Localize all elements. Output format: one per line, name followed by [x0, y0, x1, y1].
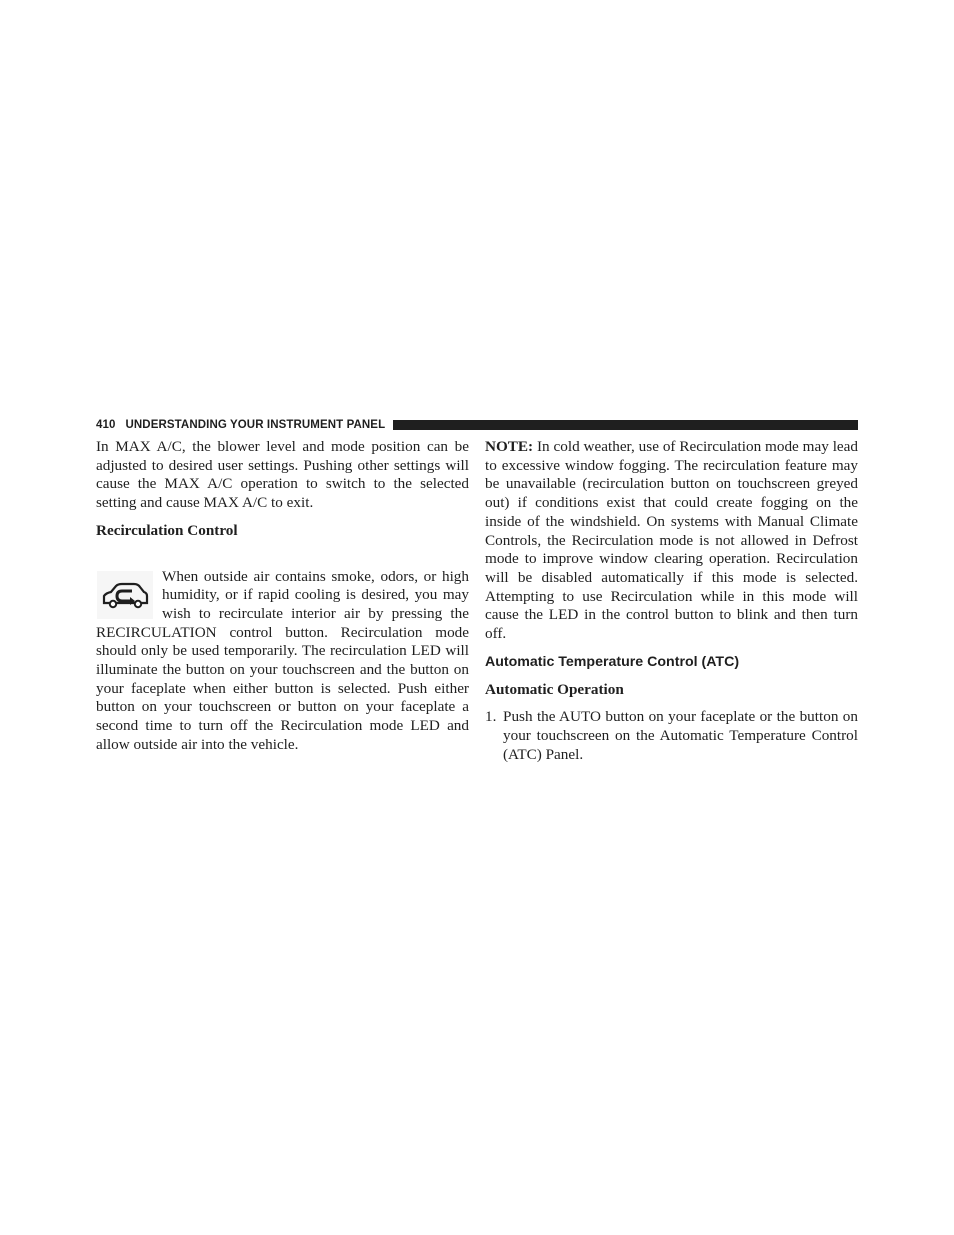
list-item [485, 708, 858, 764]
max-ac-paragraph: In MAX A/C, the blower level and mode position can be adjusted to desired user settings. Pushing other settings will cause the MAX A/C operation to switch to the selected setting and cause MAX A/C to exit. [96, 438, 469, 512]
step-number: 1. [485, 708, 497, 726]
recirculation-paragraph: When outside air contains smoke, odors, or high humidity, or if rapid cooling is desired, you may wish to recirculate interior air by pressing the RECIRCULATION control button. Recirculation mode should only be used temporarily. The recirculation LED will illuminate the button on your touchscreen and the button on your faceplate when either button is selected. Push either button on your touchscreen or button on your faceplate a second time to turn off the Recirculation mode LED and allow outside air into the vehicle. [96, 567, 469, 753]
note-paragraph [485, 438, 858, 644]
section-title: UNDERSTANDING YOUR INSTRUMENT PANEL [125, 419, 386, 431]
left-column [96, 438, 469, 755]
automatic-operation-heading: Automatic Operation [485, 680, 624, 698]
note-label: NOTE: [485, 438, 534, 455]
note-body: In cold weather, use of Recirculation mode may lead to excessive window fogging. The recirculation feature may be unavailable (recirculation button on touchscreen greyed out) if conditions exist that could create fogging on the inside of the windshield. On systems with Manual Climate Controls, the Recirculation mode is not allowed in Defrost mode to improve window clearing operation. Recirculation will be disabled automatically if this mode is selected. Attempting to use Recirculation while in this mode will cause the LED in the control button to blink and then turn off. [485, 438, 858, 643]
page-number: 410 [96, 419, 116, 431]
step-text: Push the AUTO button on your faceplate or the button on your touchscreen on the Automatic Temperature Control (ATC) Panel. [503, 708, 858, 763]
header-rule [393, 420, 858, 430]
recirculation-icon [96, 570, 154, 620]
recirculation-section [96, 568, 469, 755]
right-column [485, 438, 858, 765]
recirculation-heading: Recirculation Control [96, 521, 238, 539]
atc-heading: Automatic Temperature Control (ATC) [485, 653, 740, 670]
page-header [96, 417, 858, 433]
